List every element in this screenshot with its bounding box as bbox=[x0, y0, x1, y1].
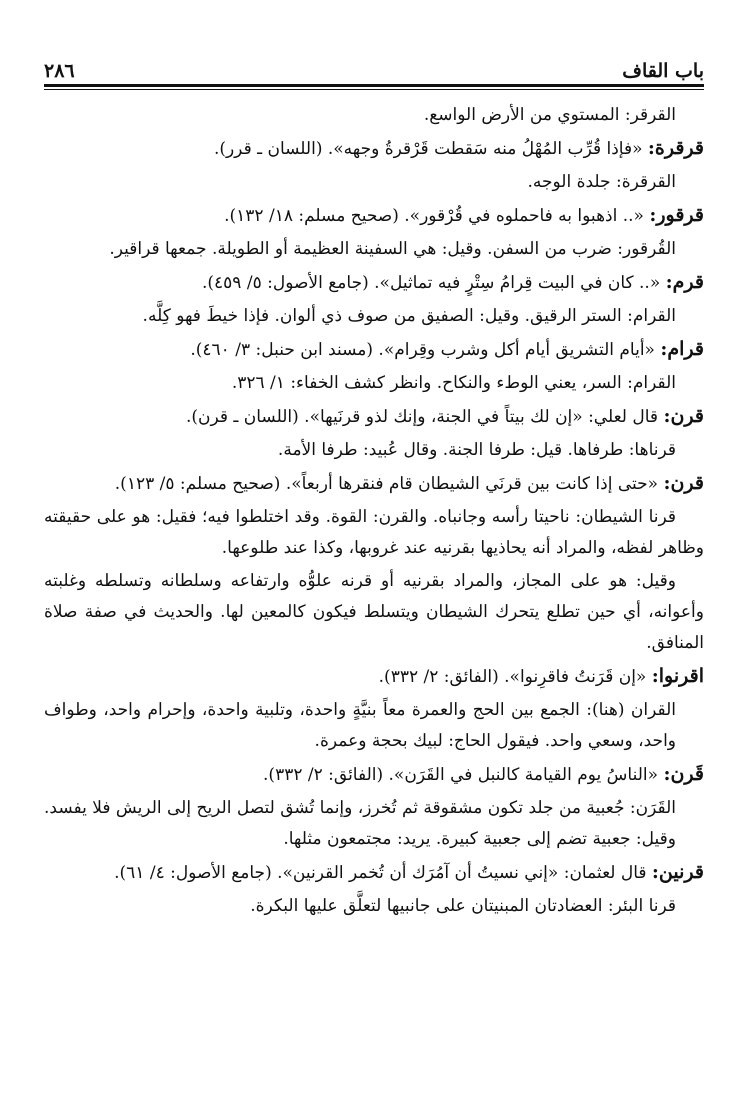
entry-headword: قرن: bbox=[663, 405, 704, 427]
entry-text: القرقر: المستوي من الأرض الواسع. bbox=[423, 105, 676, 125]
entry-headword: قَرن: bbox=[663, 763, 704, 785]
entry-text: «إن قَرَنتُ فاقرِنوا». (الفائق: ٢/ ٣٣٢). bbox=[378, 667, 652, 687]
entry-headword: قرقور: bbox=[649, 204, 704, 226]
entry-text: القران (هنا): الجمع بين الحج والعمرة معاً بنيَّةٍ واحدة، وتلبية واحدة، وإحرام واحد، وطواف واحد، وسعي واحد. فيقول الحاج: لبيك بحجة وعمرة. bbox=[44, 700, 676, 751]
entry-text: «فإذا قُرِّب المُهْلُ منه سَقطت قَرْقرةُ وجهه». (اللسان ـ قرر). bbox=[213, 139, 648, 159]
dictionary-entry bbox=[44, 468, 704, 500]
definition-paragraph bbox=[44, 695, 704, 757]
entry-headword: قرقرة: bbox=[647, 137, 704, 159]
definition-paragraph bbox=[44, 793, 704, 855]
entry-text: «.. كان في البيت قِرامُ سِتْرٍ فيه تماثيل». (جامع الأصول: ٥/ ٤٥٩). bbox=[202, 273, 666, 293]
dictionary-entry bbox=[44, 661, 704, 693]
definition-paragraph bbox=[44, 167, 704, 198]
dictionary-entry bbox=[44, 133, 704, 165]
dictionary-entry bbox=[44, 759, 704, 791]
entry-text: «حتى إذا كانت بين قرنَي الشيطان قام فنقرها أربعاً». (صحيح مسلم: ٥/ ١٢٣). bbox=[114, 474, 664, 494]
running-header bbox=[44, 46, 704, 82]
entry-text: «الناسُ يوم القيامة كالنبل في القَرَن». (الفائق: ٢/ ٣٣٢). bbox=[263, 765, 664, 785]
entry-headword: اقرنوا: bbox=[651, 665, 704, 687]
header-rule-thin bbox=[44, 89, 704, 90]
entry-text: القُرقور: ضرب من السفن. وقيل: هي السفينة العظيمة أو الطويلة. جمعها قراقير. bbox=[109, 239, 676, 259]
definition-paragraph bbox=[44, 301, 704, 332]
dictionary-entry bbox=[44, 334, 704, 366]
entry-text: قرنا الشيطان: ناحيتا رأسه وجانباه. والقرن: القوة. وقد اختلطوا فيه؛ فقيل: هو على حقيقته وظاهر لفظه، والمراد أنه يحاذيها بقرنيه عند غروبها، وكذا عند طلوعها. bbox=[44, 507, 704, 558]
entry-text: «.. اذهبوا به فاحملوه في قُرْقور». (صحيح مسلم: ١٨/ ١٣٢). bbox=[224, 206, 650, 226]
entry-headword: قرن: bbox=[663, 472, 704, 494]
definition-paragraph bbox=[44, 234, 704, 265]
entry-text: القرقرة: جلدة الوجه. bbox=[527, 172, 676, 192]
entry-text: قال لعلي: «إن لك بيتاً في الجنة، وإنك لذو قرنَيها». (اللسان ـ قرن). bbox=[185, 407, 664, 427]
entry-text: قال لعثمان: «إني نسيتُ أن آمُرَك أن تُخمر القرنين». (جامع الأصول: ٤/ ٦١). bbox=[114, 863, 652, 883]
entry-text: قرنا البئر: العضادتان المبنيتان على جانبيها لتعلَّق عليها البكرة. bbox=[250, 896, 676, 916]
definition-paragraph bbox=[44, 368, 704, 399]
entry-headword: قرم: bbox=[665, 271, 704, 293]
definition-paragraph bbox=[44, 502, 704, 564]
dictionary-entry bbox=[44, 857, 704, 889]
chapter-title: باب القاف bbox=[622, 60, 704, 82]
entry-headword: قرنين: bbox=[651, 861, 704, 883]
entry-text: قرناها: طرفاها. قيل: طرفا الجنة. وقال عُبيد: طرفا الأمة. bbox=[277, 440, 676, 460]
entry-text: القرام: الستر الرقيق. وقيل: الصفيق من صوف ذي ألوان. فإذا خيطَ فهو كِلَّه. bbox=[142, 306, 676, 326]
header-rule-thick bbox=[44, 84, 704, 87]
definition-paragraph bbox=[44, 100, 704, 131]
entry-text: القرام: السر، يعني الوطء والنكاح. وانظر كشف الخفاء: ١/ ٣٢٦. bbox=[231, 373, 676, 393]
entry-text: وقيل: هو على المجاز، والمراد بقرنيه أو قرنه علوُّه وارتفاعه وسلطانه وتسلطه وغلبته وأعوانه، أي حين تطلع يتحرك الشيطان ويتسلط فيكون كالمعين لها. والحديث في صفة صلاة المنافق. bbox=[44, 571, 704, 653]
definition-paragraph bbox=[44, 566, 704, 659]
entries-body bbox=[44, 100, 704, 922]
entry-text: القَرَن: جُعبية من جلد تكون مشقوقة ثم تُخرز، وإنما تُشق لتصل الريح إلى الريش فلا يفسد. وقيل: جعبية تضم إلى جعبية كبيرة. يريد: مجتمعون مثلها. bbox=[44, 798, 676, 849]
dictionary-entry bbox=[44, 200, 704, 232]
dictionary-entry bbox=[44, 267, 704, 299]
book-page bbox=[44, 46, 704, 924]
page-number: ٢٨٦ bbox=[44, 60, 75, 82]
dictionary-entry bbox=[44, 401, 704, 433]
definition-paragraph bbox=[44, 435, 704, 466]
entry-text: «أيام التشريق أيام أكل وشرب وقِرام». (مسند ابن حنبل: ٣/ ٤٦٠). bbox=[190, 340, 661, 360]
entry-headword: قرام: bbox=[660, 338, 704, 360]
definition-paragraph bbox=[44, 891, 704, 922]
